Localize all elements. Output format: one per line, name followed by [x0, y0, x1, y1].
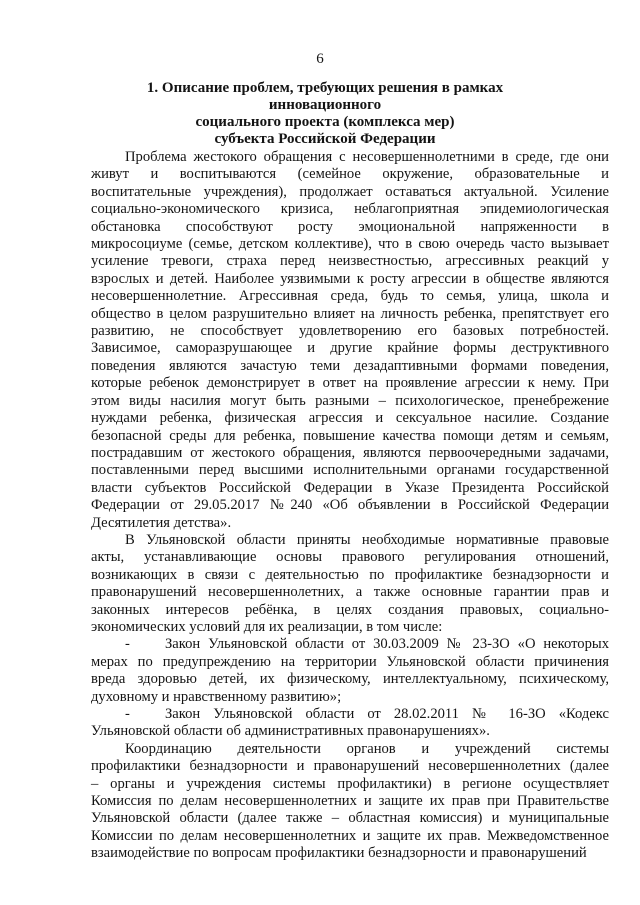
text-line: Зависимое, саморазрушающее и другие крайние формы деструктивного [91, 340, 609, 357]
text-line: духовному и нравственному развитию»; [91, 688, 342, 705]
text-line: воспитательные учреждения), продолжает оставаться актуальной. Усиление [91, 183, 609, 200]
text-line: В Ульяновской области приняты необходимые нормативные правовые [125, 531, 609, 548]
list-item [91, 706, 609, 741]
text-line: которые ребенок демонстрирует в ответ на проявление агрессии к нему. При [91, 375, 609, 392]
body-text [91, 149, 609, 863]
text-line: Федерации от 29.05.2017 №240 «Об объявлении в Российской Федерации [91, 497, 609, 514]
text-line: Проблема жестокого обращения с несовершеннолетними в среде, где они [125, 149, 609, 165]
text-line: безопасной среды для ребенка, повышение качества помощи детям и семьям, [91, 427, 609, 444]
list-item [91, 636, 609, 706]
text-line: власти субъектов Российской Федерации в Указе Президента Российской [91, 479, 609, 496]
text-line: усиление тревоги, страха перед неизвестностью, агрессивных реакций у [91, 253, 609, 270]
text-line: социально-экономического кризиса, неблагоприятная эпидемиологическая [91, 201, 609, 218]
text-line [91, 636, 609, 653]
text-line: профилактики безнадзорности и правонарушений несовершеннолетних (далее [91, 758, 609, 775]
heading-line: субъекта Российской Федерации [214, 131, 436, 147]
text-line: Координацию деятельности органов и учреждений системы [125, 740, 609, 757]
text-line: мерах по предупреждению на территории Ульяновской области причинения [91, 653, 609, 670]
text-line: правонарушений несовершеннолетних, а также основные гарантии прав и [91, 584, 609, 601]
text-line: взаимодействие по вопросам профилактики безнадзорности и правонарушений [91, 845, 587, 862]
text-line: акты, устанавливающие основы правового регулирования отношений, [91, 549, 609, 566]
text-line: развитию, не способствует удовлетворению его базовых потребностей. [91, 323, 609, 340]
list-dash: - [125, 636, 130, 653]
heading-line: 1. Описание проблем, требующих решения в рамках инновационного [146, 80, 504, 113]
text-line: экономических условий для их реализации, в том числе: [91, 618, 443, 635]
text-line: поставленными перед высшими исполнительными органами государственной [91, 462, 609, 479]
text-line: этом виды насилия могут быть разными – психологическое, пренебрежение [91, 392, 609, 409]
text-line: несовершеннолетние. Агрессивная среда, будь то семья, улица, школа и [91, 288, 609, 305]
text-line: – органы и учреждения системы профилактики) в регионе осуществляет [91, 775, 609, 792]
text-line: Ульяновской области (далее также – областная комиссия) и муниципальные [91, 810, 609, 827]
paragraph [91, 149, 609, 532]
page-number: 6 [316, 51, 324, 67]
text-line: микросоциуме (семье, детском коллективе), что в свою очередь часто вызывает [91, 236, 609, 253]
line-text: Закон Ульяновской области от 30.03.2009 № 23-ЗО «О некоторых [165, 636, 609, 653]
text-line: общество в целом разрушительно влияет на личность ребенка, препятствует его [91, 305, 609, 322]
text-line: взрослых и детей. Наиболее уязвимыми к росту агрессии в обществе являются [91, 270, 609, 287]
text-line: живут и воспитываются (семейное окружение, образовательные и [91, 166, 609, 183]
paragraph [91, 741, 609, 863]
text-line: законных интересов ребёнка, в целях создания правовых, социально- [91, 601, 609, 618]
text-line: нуждами ребенка, физическая агрессия и сексуальное насилие. Создание [91, 410, 609, 427]
paragraph [91, 532, 609, 636]
text-line: Десятилетия детства». [91, 514, 232, 531]
text-line: обстановка способствуют росту эмоциональной напряженности в [91, 218, 609, 235]
section-heading [100, 80, 550, 148]
text-line [91, 706, 609, 723]
line-text: Закон Ульяновской области от 28.02.2011 № 16-ЗО «Кодекс [165, 706, 609, 722]
heading-line: социального проекта (комплекса мер) [195, 114, 455, 130]
text-line: возникающих в связи с деятельностью по профилактике безнадзорности и [91, 566, 609, 583]
text-line: Комиссии по делам несовершеннолетних и защите их прав. Межведомственное [91, 827, 609, 844]
text-line: вреда здоровью детей, их физическому, интеллектуальному, психическому, [91, 671, 609, 688]
text-line: Ульяновской области об административных правонарушениях». [91, 723, 490, 740]
text-line: поведения являются зачастую теми дезадаптивными формами поведения, [91, 357, 609, 374]
text-line: Комиссия по делам несовершеннолетних и защите их прав при Правительстве [91, 793, 609, 810]
list-dash: - [125, 706, 130, 722]
text-line: пострадавшим от жестокого обращения, являются первоочередными задачами, [91, 444, 609, 461]
